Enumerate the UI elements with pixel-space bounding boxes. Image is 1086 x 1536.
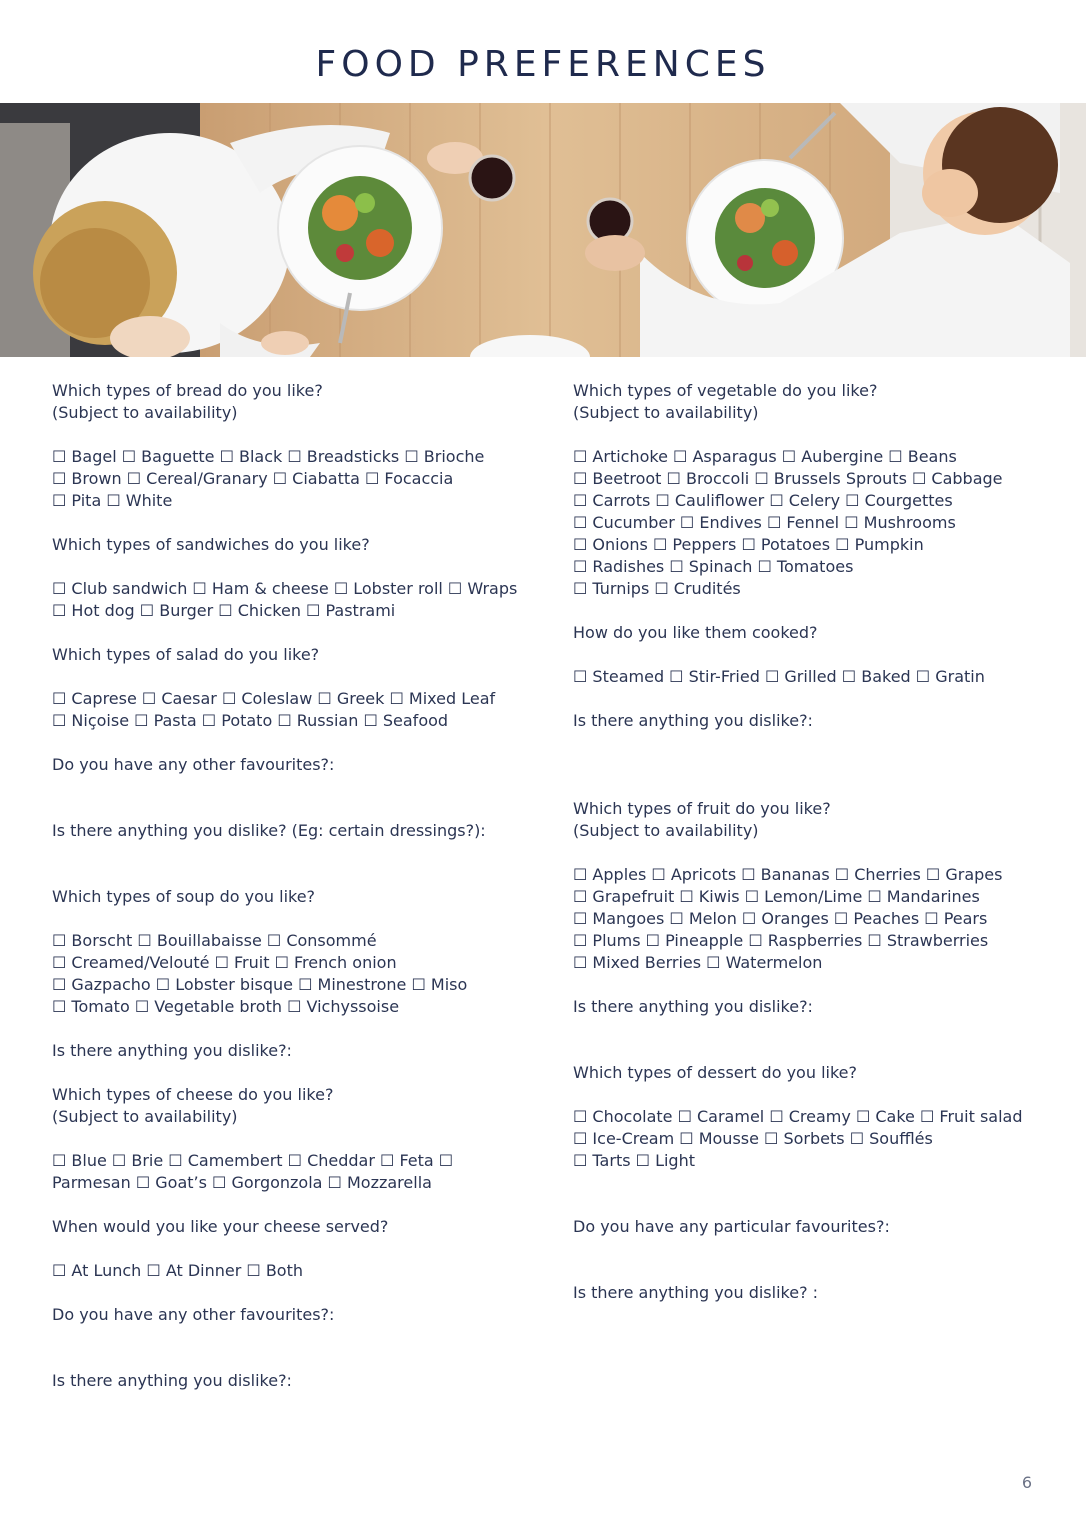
fruit-availability-note: (Subject to availability) [573, 821, 759, 840]
cheese-served-options[interactable]: ☐ At Lunch ☐ At Dinner ☐ Both [52, 1261, 304, 1280]
cheese-options-line[interactable]: Parmesan ☐ Goat’s ☐ Gorgonzola ☐ Mozzarella [52, 1173, 432, 1192]
sandwich-question: Which types of sandwiches do you like? [52, 535, 370, 554]
bread-question: Which types of bread do you like? [52, 381, 323, 400]
right-column [573, 380, 1063, 1304]
cheese-served-question: When would you like your cheese served? [52, 1217, 389, 1236]
fruit-options-line[interactable]: ☐ Mixed Berries ☐ Watermelon [573, 953, 823, 972]
salad-favourites-question: Do you have any other favourites?: [52, 755, 335, 774]
dessert-favourites-question: Do you have any particular favourites?: [573, 1217, 890, 1236]
sandwich-options-line[interactable]: ☐ Hot dog ☐ Burger ☐ Chicken ☐ Pastrami [52, 601, 396, 620]
vegetable-options-line[interactable]: ☐ Carrots ☐ Cauliflower ☐ Celery ☐ Courgettes [573, 491, 953, 510]
fruit-options-line[interactable]: ☐ Apples ☐ Apricots ☐ Bananas ☐ Cherries ☐ Grapes [573, 865, 1003, 884]
soup-options-line[interactable]: ☐ Gazpacho ☐ Lobster bisque ☐ Minestrone ☐ Miso [52, 975, 468, 994]
vegetable-options-line[interactable]: ☐ Cucumber ☐ Endives ☐ Fennel ☐ Mushrooms [573, 513, 956, 532]
hero-photo [0, 103, 1086, 357]
bread-options-line[interactable]: ☐ Pita ☐ White [52, 491, 173, 510]
salad-options-line[interactable]: ☐ Niçoise ☐ Pasta ☐ Potato ☐ Russian ☐ Seafood [52, 711, 449, 730]
vegetable-options-line[interactable]: ☐ Turnips ☐ Crudités [573, 579, 741, 598]
dessert-question: Which types of dessert do you like? [573, 1063, 857, 1082]
cheese-availability-note: (Subject to availability) [52, 1107, 238, 1126]
cooking-options-line[interactable]: ☐ Steamed ☐ Stir-Fried ☐ Grilled ☐ Baked ☐ Gratin [573, 667, 985, 686]
page-title: FOOD PREFERENCES [315, 44, 771, 85]
left-column [52, 380, 542, 1392]
vegetable-question: Which types of vegetable do you like? [573, 381, 878, 400]
sandwich-options-line[interactable]: ☐ Club sandwich ☐ Ham & cheese ☐ Lobster roll ☐ Wraps [52, 579, 518, 598]
fruit-options-line[interactable]: ☐ Plums ☐ Pineapple ☐ Raspberries ☐ Strawberries [573, 931, 989, 950]
vegetable-dislike-question: Is there anything you dislike?: [573, 711, 813, 730]
bread-options-line[interactable]: ☐ Brown ☐ Cereal/Granary ☐ Ciabatta ☐ Focaccia [52, 469, 454, 488]
dessert-options-line[interactable]: ☐ Ice-Cream ☐ Mousse ☐ Sorbets ☐ Soufflés [573, 1129, 933, 1148]
salad-options-line[interactable]: ☐ Caprese ☐ Caesar ☐ Coleslaw ☐ Greek ☐ Mixed Leaf [52, 689, 496, 708]
dessert-options-line[interactable]: ☐ Chocolate ☐ Caramel ☐ Creamy ☐ Cake ☐ Fruit salad [573, 1107, 1023, 1126]
bread-availability-note: (Subject to availability) [52, 403, 238, 422]
vegetable-options-line[interactable]: ☐ Beetroot ☐ Broccoli ☐ Brussels Sprouts ☐ Cabbage [573, 469, 1003, 488]
cheese-question: Which types of cheese do you like? [52, 1085, 334, 1104]
salad-question: Which types of salad do you like? [52, 645, 320, 664]
fruit-options-line[interactable]: ☐ Mangoes ☐ Melon ☐ Oranges ☐ Peaches ☐ Pears [573, 909, 988, 928]
soup-options-line[interactable]: ☐ Tomato ☐ Vegetable broth ☐ Vichyssoise [52, 997, 400, 1016]
cheese-dislike-question: Is there anything you dislike?: [52, 1371, 292, 1390]
bread-options-line[interactable]: ☐ Bagel ☐ Baguette ☐ Black ☐ Breadsticks ☐ Brioche [52, 447, 485, 466]
vegetable-options-line[interactable]: ☐ Onions ☐ Peppers ☐ Potatoes ☐ Pumpkin [573, 535, 924, 554]
cheese-favourites-question: Do you have any other favourites?: [52, 1305, 335, 1324]
fruit-question: Which types of fruit do you like? [573, 799, 831, 818]
vegetable-options-line[interactable]: ☐ Artichoke ☐ Asparagus ☐ Aubergine ☐ Beans [573, 447, 957, 466]
soup-dislike-question: Is there anything you dislike?: [52, 1041, 292, 1060]
dessert-options-line[interactable]: ☐ Tarts ☐ Light [573, 1151, 695, 1170]
fruit-options-line[interactable]: ☐ Grapefruit ☐ Kiwis ☐ Lemon/Lime ☐ Mandarines [573, 887, 980, 906]
vegetable-options-line[interactable]: ☐ Radishes ☐ Spinach ☐ Tomatoes [573, 557, 854, 576]
cheese-options-line[interactable]: ☐ Blue ☐ Brie ☐ Camembert ☐ Cheddar ☐ Feta ☐ [52, 1151, 454, 1170]
fruit-dislike-question: Is there anything you dislike?: [573, 997, 813, 1016]
salad-dislike-question: Is there anything you dislike? (Eg: certain dressings?): [52, 821, 486, 840]
dessert-dislike-question: Is there anything you dislike? : [573, 1283, 819, 1302]
soup-question: Which types of soup do you like? [52, 887, 316, 906]
cooking-question: How do you like them cooked? [573, 623, 818, 642]
soup-options-line[interactable]: ☐ Borscht ☐ Bouillabaisse ☐ Consommé [52, 931, 377, 950]
vegetable-availability-note: (Subject to availability) [573, 403, 759, 422]
page-number: 6 [1021, 1473, 1033, 1492]
soup-options-line[interactable]: ☐ Creamed/Velouté ☐ Fruit ☐ French onion [52, 953, 397, 972]
